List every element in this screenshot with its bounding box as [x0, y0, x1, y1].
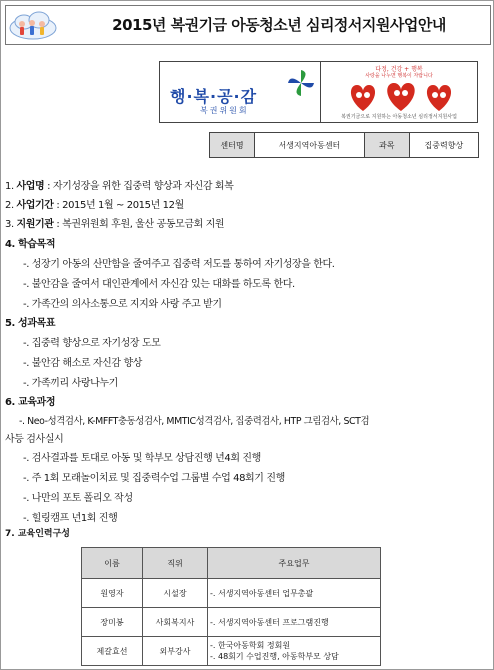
staff-position: 시설장	[143, 579, 208, 608]
staff-name: 장미봉	[82, 608, 143, 637]
learning-goal-item: -. 가족간의 의사소통으로 지지와 사랑 주고 받기	[23, 299, 222, 310]
center-info-table	[209, 132, 479, 158]
staff-position: 사회복지사	[143, 608, 208, 637]
outcome-item: -. 집중력 향상으로 자기성장 도모	[23, 338, 161, 349]
section-curriculum-heading: 6. 교육과정	[5, 397, 56, 408]
curriculum-item-continued: 사등 검사실시	[5, 434, 64, 445]
section-project-period: 2. 사업기간 : 2015년 1월 ~ 2015년 12월	[5, 200, 184, 211]
table-row	[82, 637, 381, 666]
column-header-name: 이름	[82, 548, 143, 579]
staff-duty: -. 서생지역아동센터 업무총괄	[208, 579, 381, 608]
table-row	[82, 579, 381, 608]
learning-goal-item: -. 성장기 아동의 산만함을 줄여주고 집중력 저도를 통하여 자기성장을 한다.	[23, 259, 335, 270]
poster-tagline: 사랑을 나누면 행복이 자랍니다	[365, 73, 433, 79]
section-staff-heading: 7. 교육인력구성	[5, 529, 70, 539]
sponsor-banner	[159, 61, 478, 123]
curriculum-item: -. Neo-성격검사, K-MFFT충동성검사, MMTIC성격검사, 집중력검사, HTP 그림검사, SCT검	[19, 416, 370, 427]
center-value: 서생지역아동센터	[255, 133, 365, 158]
curriculum-item: -. 검사결과를 토대로 아동 및 학부모 상담진행 년4회 진행	[23, 453, 261, 464]
table-row	[82, 608, 381, 637]
staff-duty	[208, 637, 381, 666]
staff-table-header	[82, 548, 381, 579]
section-supporting-org: 3. 지원기관 : 복권위원회 후원, 울산 공동모금회 지원	[5, 219, 225, 230]
staff-duty: -. 서생지역아동센터 프로그램진행	[208, 608, 381, 637]
staff-duty-line: -. 한국아동학회 정회원	[210, 641, 291, 650]
campaign-poster	[321, 62, 477, 122]
outcome-item: -. 가족끼리 사랑나누기	[23, 378, 118, 389]
staff-table	[81, 547, 381, 666]
staff-name: 원영자	[82, 579, 143, 608]
cloud-children-logo	[8, 8, 58, 42]
lottery-commission-logo	[160, 62, 321, 122]
title-banner	[5, 5, 491, 45]
curriculum-item: -. 주 1회 모래놀이치료 및 집중력수업 그룹별 수업 48회기 진행	[23, 473, 285, 484]
page-title: 2015년 복권기금 아동청소년 심리정서지원사업안내	[112, 16, 446, 34]
center-label: 센터명	[210, 133, 255, 158]
staff-duty-line: -. 48회기 수업진행, 아동학부모 상담	[210, 652, 339, 661]
poster-footer: 복권기금으로 지원하는 아동청소년 심리정서지원사업	[341, 114, 457, 120]
staff-position: 외부강사	[143, 637, 208, 666]
column-header-position: 직위	[143, 548, 208, 579]
brand-name: 복권위원회	[200, 106, 249, 115]
course-value: 집중력향상	[409, 133, 478, 158]
section-outcome-heading: 5. 성과목표	[5, 318, 56, 329]
poster-headline: 다정, 건강 + 행복	[375, 66, 423, 73]
staff-name: 제갈효선	[82, 637, 143, 666]
hearts-illustration	[345, 79, 457, 113]
section-project-name: 1. 사업명 : 자기성장을 위한 집중력 향상과 자신감 회복	[5, 181, 234, 192]
brand-slogan: 행·복·공·감	[170, 87, 258, 106]
learning-goal-item: -. 불안감을 줄여서 대인관계에서 자신감 있는 대화를 하도록 한다.	[23, 279, 295, 290]
section-learning-goal-heading: 4. 학습목적	[5, 239, 56, 250]
curriculum-item: -. 힐링캠프 년1회 진행	[23, 513, 118, 524]
column-header-duty: 주요업무	[208, 548, 381, 579]
pinwheel-icon	[286, 68, 316, 98]
course-label: 과목	[364, 133, 409, 158]
curriculum-item: -. 나만의 포토 폴리오 작성	[23, 493, 133, 504]
outcome-item: -. 불안감 해소로 자신감 향상	[23, 358, 142, 369]
